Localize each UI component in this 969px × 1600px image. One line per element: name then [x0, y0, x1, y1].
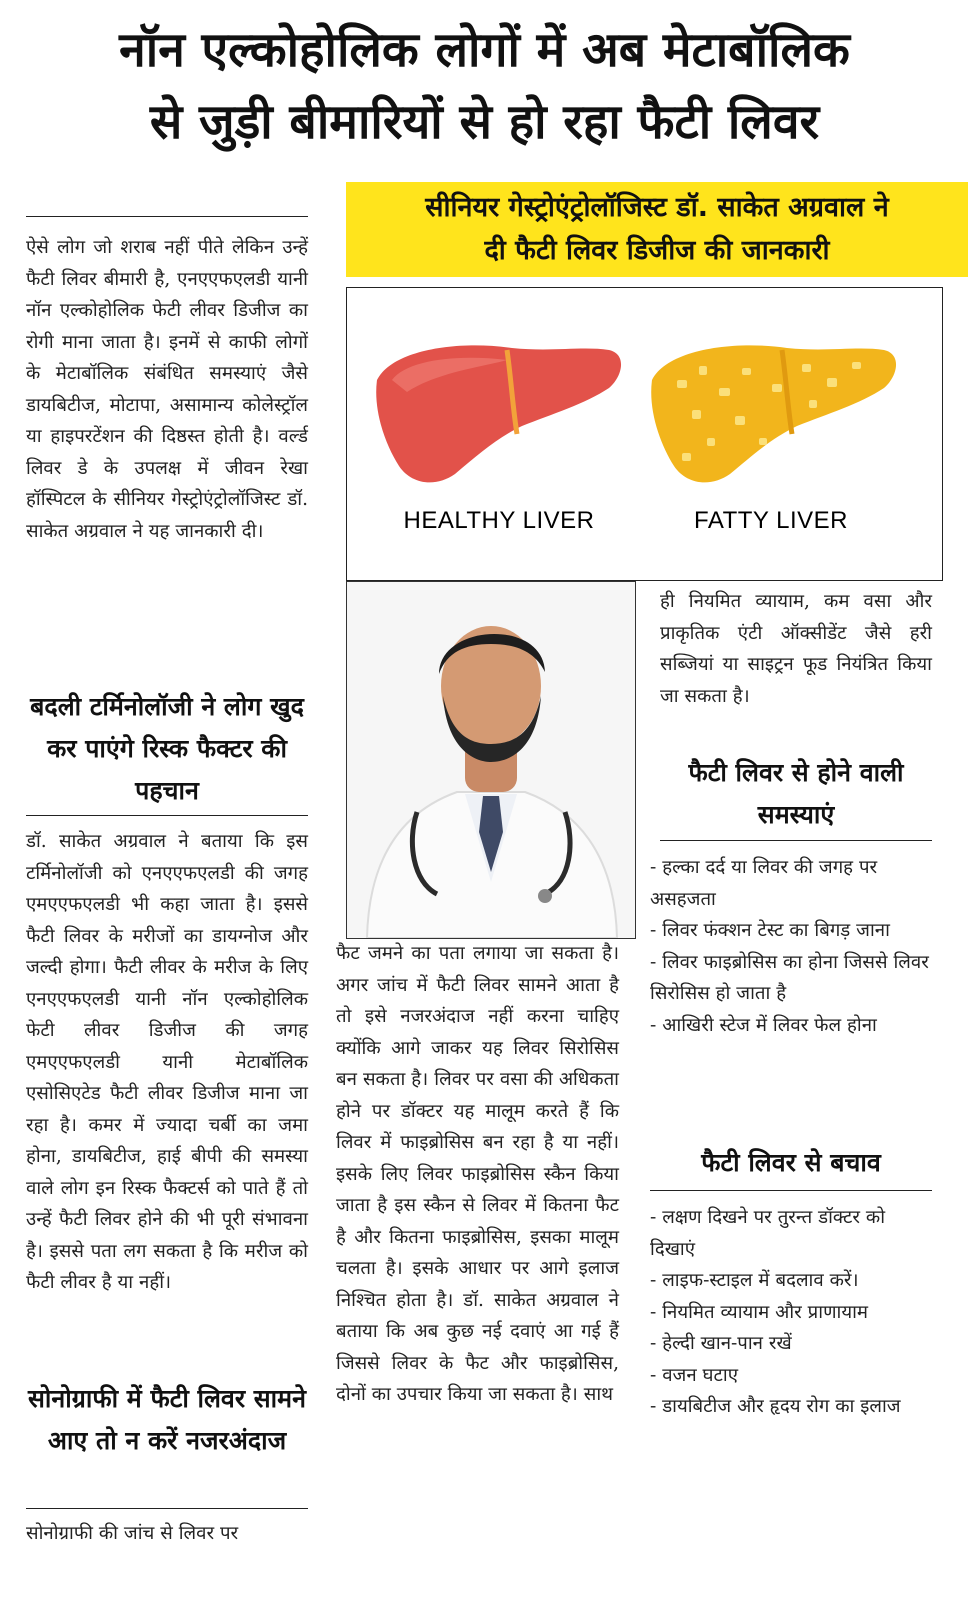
subhead-problems: फैटी लिवर से होने वाली समस्याएं — [688, 758, 904, 829]
column2-paragraph: फैट जमने का पता लगाया जा सकता है। अगर जांच में फैटी लिवर सामने आता है तो इसे नजरअंदाज नहीं करना चाहिए क्योंकि आगे जाकर यह लिवर सिरोसिस बन सकता है। लिवर पर वसा की अधिकता होने पर डॉक्टर यह मालूम करते हैं कि लिवर में फाइब्रोसिस बन रहा है या नहीं। इसके लिए लिवर फाइब्रोसिस स्कैन किया जाता है इस स्कैन से लिवर में कितना फैट है और कितना फाइब्रोसिस, इसका मालूम चलता है। इसके आधार पर आगे इलाज निश्चित होता है। डॉ. साकेत अग्रवाल ने बताया कि अब कुछ नई दवाएं आ गई हैं जिससे लिवर के फैट और फाइब्रोसिस, दोनों का उपचार किया जा सकता है। साथ — [336, 943, 619, 1405]
column3-bottom-rule — [650, 1190, 932, 1191]
list-item: - लाइफ-स्टाइल में बदलाव करें। — [650, 1270, 859, 1291]
subhead-prevention: फैटी लिवर से बचाव — [701, 1148, 881, 1177]
list-item: - लक्षण दिखने पर तुरन्त डॉक्टर को दिखाएं — [650, 1207, 886, 1260]
subhead-terminology: बदली टर्मिनोलॉजी ने लोग खुद कर पाएंगे रिस्क फैक्टर की पहचान — [30, 692, 304, 805]
prevention-list — [650, 1202, 932, 1423]
banner-line-2: दी फैटी लिवर डिजीज की जानकारी — [484, 235, 830, 266]
intro-paragraph: ऐसे लोग जो शराब नहीं पीते लेकिन उन्हें फैटी लिवर बीमारी है, एनएएफएलडी यानी नॉन एल्कोहोलिक फेटी लीवर डिजीज का रोगी माना जाता है। इनमें से काफी लोगों के मेटाबॉलिक संबंधित समस्याएं जैसे डायबिटीज, मोटापा, असामान्य कोलेस्ट्रॉल या हाइपरटेंशन की दिष्ठस्त होती है। वर्ल्ड लिवर डे के उपलक्ष में जीवन रेखा हॉस्पिटल के सीनियर गेस्ट्रोएंट्रोलॉजिस्ट डॉ. साकेत अग्रवाल ने यह जानकारी दी। — [26, 237, 308, 542]
list-item: - लिवर फाइब्रोसिस का होना जिससे लिवर सिरोसिस हो जाता है — [650, 951, 929, 1004]
list-item: - लिवर फंक्शन टेस्ट का बिगड़ जाना — [650, 920, 890, 941]
highlight-banner — [346, 182, 968, 277]
subhead-sonography: सोनोग्राफी में फैटी लिवर सामने आए तो न करें नजरअंदाज — [28, 1384, 306, 1455]
headline-line-1: नॉन एल्कोहोलिक लोगों में अब मेटाबॉलिक — [119, 22, 850, 78]
doctor-illustration — [347, 582, 635, 938]
problems-list — [650, 852, 932, 1041]
column1-top-rule — [26, 216, 308, 217]
healthy-liver-label: HEALTHY LIVER — [403, 507, 595, 534]
banner-line-1: सीनियर गेस्ट्रोएंट्रोलॉजिस्ट डॉ. साकेत अग्रवाल ने — [425, 192, 889, 223]
liver-comparison-image — [346, 287, 943, 581]
column1-mid-rule — [26, 815, 308, 816]
headline-line-2: से जुड़ी बीमारियों से हो रहा फैटी लिवर — [149, 94, 820, 150]
list-item: - डायबिटीज और हृदय रोग का इलाज — [650, 1396, 901, 1417]
column3-mid-rule — [660, 840, 932, 841]
healthy-liver-shape — [376, 345, 621, 482]
list-item: - आखिरी स्टेज में लिवर फेल होना — [650, 1014, 877, 1036]
column1-bottom-rule — [26, 1508, 308, 1509]
terminology-paragraph: डॉ. साकेत अग्रवाल ने बताया कि इस टर्मिनोलॉजी को एनएएफएलडी की जगह एमएएफएलडी भी कहा जाता है। इससे फैटी लिवर के मरीजों का डायग्नोज और जल्दी होगा। फैटी लीवर के मरीज के लिए एनएएफएलडी यानी नॉन एल्कोहोलिक फेटी लीवर डिजीज की जगह एमएएफएलडी यानी मेटाबॉलिक एसोसिएटेड फैटी लीवर डिजीज माना जा रहा है। कमर में ज्यादा चर्बी का जमा होना, डायबिटीज, हाई बीपी की समस्या वाले लोग इन रिस्क फैक्टर्स को पाते हैं तो उन्हें फैटी लिवर होने की भी पूरी संभावना है। इससे पता लग सकता है कि मरीज को फैटी लीवर है या नहीं। — [26, 831, 308, 1293]
liver-illustration — [347, 288, 942, 580]
list-item: - हेल्दी खान-पान रखें — [650, 1333, 792, 1354]
headline — [0, 14, 969, 158]
list-item: - हल्का दर्द या लिवर की जगह पर असहजता — [650, 857, 878, 910]
sonography-paragraph-start: सोनोग्राफी की जांच से लिवर पर — [26, 1523, 239, 1544]
doctor-photo — [346, 581, 636, 939]
column3-paragraph: ही नियमित व्यायाम, कम वसा और प्राकृतिक एंटी ऑक्सीडेंट जैसे हरी सब्जियां या साइट्रन फूड नियंत्रित किया जा सकता है। — [660, 591, 932, 707]
list-item: - वजन घटाए — [650, 1364, 739, 1386]
fatty-liver-label: FATTY LIVER — [694, 507, 848, 534]
list-item: - नियमित व्यायाम और प्राणायाम — [650, 1301, 869, 1323]
